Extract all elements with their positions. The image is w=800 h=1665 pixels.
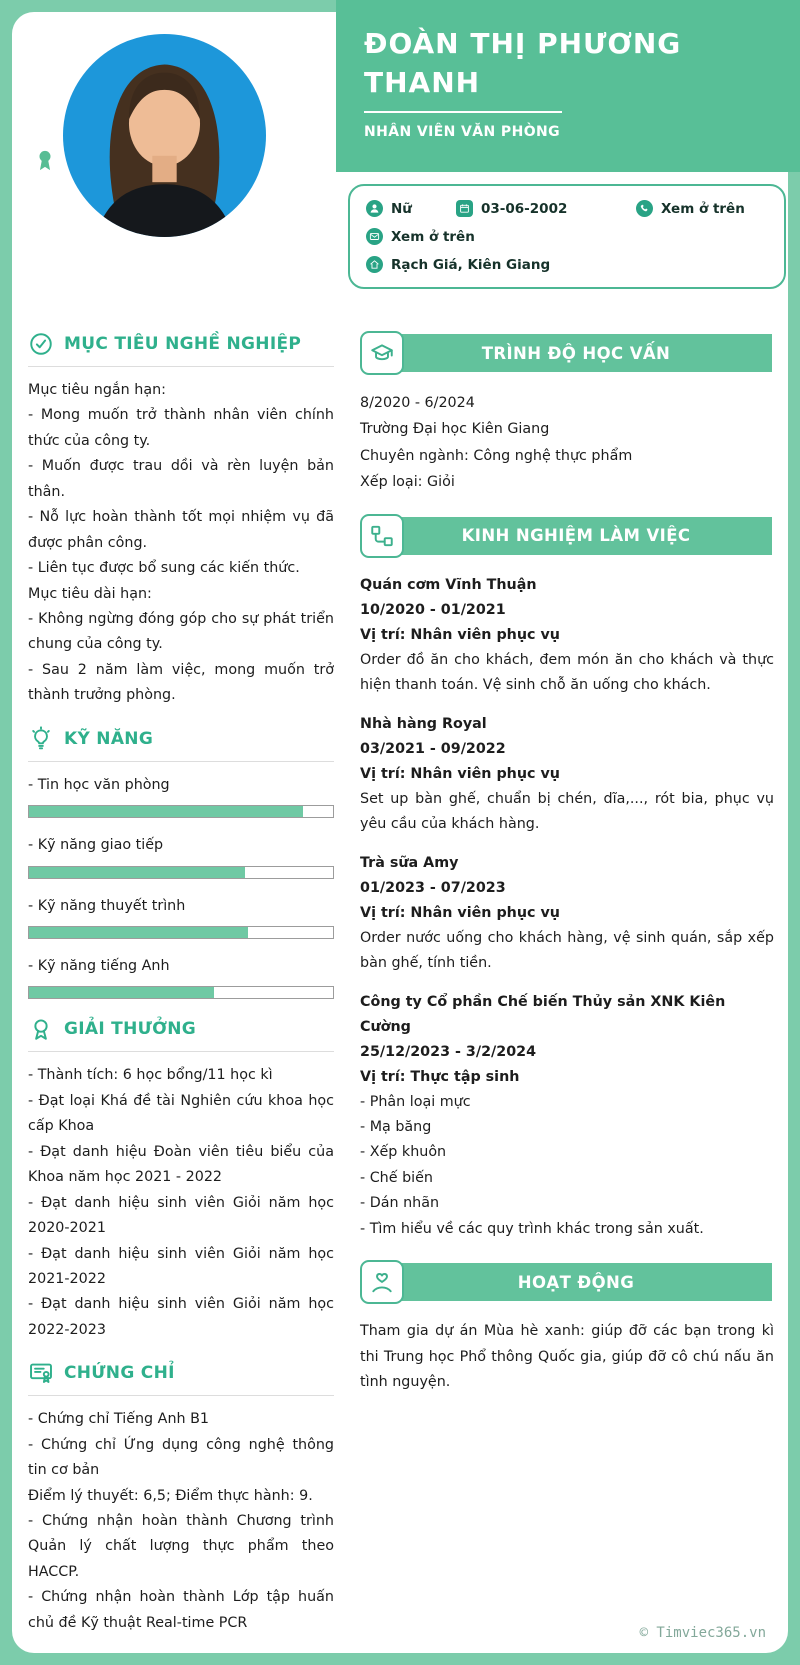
contact-row [366,256,768,273]
section-title-bar [380,1263,772,1301]
activities-text: Tham gia dự án Mùa hè xanh: giúp đỡ các bạn trong kì thi Trung học Phổ thông Quốc gia, giúp đỡ cô chú nấu ăn tình nguyện. [360,1323,774,1391]
left-column [28,331,334,1653]
contact-address [366,256,550,273]
section-title-bar [380,334,772,372]
section-title: TRÌNH ĐỘ HỌC VẤN [481,343,671,363]
contact-email-label: Xem ở trên [391,228,475,245]
job-period: 01/2023 - 07/2023 [360,879,506,896]
objective-line: - Liên tục được bổ sung các kiến thức. [28,560,300,577]
job-company: Trà sữa Amy [360,854,459,871]
certificate-line: - Chứng chỉ Tiếng Anh B1 [28,1411,210,1428]
objective-line: - Sau 2 năm làm việc, mong muốn trở thành trưởng phòng. [28,661,334,704]
phone-icon [636,200,653,217]
home-icon [366,256,383,273]
job-entry [360,573,774,699]
certificate-line: - Chứng nhận hoàn thành Chương trình Quản lý chất lượng thực phẩm theo HACCP. [28,1513,334,1580]
workflow-icon [360,514,404,558]
award-line: - Đạt loại Khá đề tài Nghiên cứu khoa học cấp Khoa [28,1092,334,1135]
skill-label: - Kỹ năng thuyết trình [28,897,186,914]
job-company: Nhà hàng Royal [360,715,487,732]
job-description: Order nước uống cho khách hàng, vệ sinh quán, sắp xếp bàn ghế, tính tiền. [360,929,774,972]
section-education [360,331,774,496]
award-line: - Thành tích: 6 học bổng/11 học kì [28,1067,273,1084]
medal-icon [28,1016,54,1042]
contact-phone [636,200,745,217]
job-company: Quán cơm Vĩnh Thuận [360,576,537,593]
section-experience [360,514,774,1242]
job-description-line: - Mạ băng [360,1119,432,1136]
candidate-title: NHÂN VIÊN VĂN PHÒNG [364,124,561,141]
candidate-name: ĐOÀN THỊ PHƯƠNG THANH [364,27,682,99]
job-position: Vị trí: Nhân viên phục vụ [360,626,560,643]
email-icon [366,228,383,245]
job-period: 03/2021 - 09/2022 [360,740,506,757]
calendar-icon [456,200,473,217]
section-header [28,726,334,762]
skill-bar-fill [29,987,214,998]
contact-dob-label: 03-06-2002 [481,200,568,217]
objective-line: Mục tiêu ngắn hạn: [28,382,166,398]
contact-card [348,184,786,289]
watermark: © Timviec365.vn [639,1625,766,1641]
lightbulb-icon [28,726,54,752]
skill-item [28,833,334,878]
skill-label: - Kỹ năng giao tiếp [28,837,164,854]
job-period: 10/2020 - 01/2021 [360,601,506,618]
section-title: CHỨNG CHỈ [64,1363,175,1384]
skill-label: - Tin học văn phòng [28,776,170,793]
right-column [360,331,774,1653]
job-entry [360,712,774,838]
skill-bar [28,926,334,939]
job-company: Công ty Cổ phần Chế biến Thủy sản XNK Kiên Cường [360,993,726,1035]
contact-row [366,200,768,217]
job-position: Vị trí: Nhân viên phục vụ [360,765,560,782]
main-content [28,331,774,1653]
job-position: Vị trí: Nhân viên phục vụ [360,904,560,921]
section-title: MỤC TIÊU NGHỀ NGHIỆP [64,334,302,354]
skill-bar [28,986,334,999]
section-title: KỸ NĂNG [64,728,154,749]
section-header [360,514,774,558]
contact-row [366,228,768,245]
contact-gender-label: Nữ [391,200,412,217]
contact-phone-label: Xem ở trên [661,200,745,217]
contact-address-label: Rạch Giá, Kiên Giang [391,256,551,273]
section-activities [360,1260,774,1395]
education-line: Xếp loại: Giỏi [360,474,455,491]
section-header [360,331,774,375]
photo-silhouette [63,34,266,237]
skill-bar-fill [29,867,245,878]
job-description: Set up bàn ghế, chuẩn bị chén, dĩa,..., rót bia, phục vụ yêu cầu của khách hàng. [360,790,774,833]
section-title: GIẢI THƯỞNG [64,1019,197,1040]
skill-bar [28,805,334,818]
job-description-line: - Chế biến [360,1169,433,1186]
title-divider [364,111,562,113]
skill-bar [28,866,334,879]
section-objective [28,331,334,709]
section-certificates [28,1360,334,1636]
skill-item [28,894,334,939]
person-icon [366,200,383,217]
education-line: Chuyên ngành: Công nghệ thực phẩm [360,447,633,464]
certificate-line: - Chứng chỉ Ứng dụng công nghệ thông tin cơ bản [28,1436,334,1479]
section-header [28,331,334,367]
certificate-line: Điểm lý thuyết: 6,5; Điểm thực hành: 9. [28,1487,313,1504]
job-description: Order đồ ăn cho khách, đem món ăn cho khách và thực hiện thanh toán. Vệ sinh chỗ ăn uống cho khách. [360,651,774,694]
objective-line: - Không ngừng đóng góp cho sự phát triển chung của công ty. [28,610,334,653]
objective-line: - Mong muốn trở thành nhân viên chính thức của công ty. [28,407,334,449]
award-line: - Đạt danh hiệu sinh viên Giỏi năm học 2021-2022 [28,1245,334,1287]
award-line: - Đạt danh hiệu sinh viên Giỏi năm học 2020-2021 [28,1194,334,1237]
education-line: Trường Đại học Kiên Giang [360,421,550,438]
contact-gender [366,200,442,217]
job-description-line: - Phân loại mực [360,1093,471,1110]
section-title: KINH NGHIỆM LÀM VIỆC [461,526,691,546]
job-period: 25/12/2023 - 3/2/2024 [360,1043,537,1060]
award-line: - Đạt danh hiệu Đoàn viên tiêu biểu của Khoa năm học 2021 - 2022 [28,1143,334,1186]
skill-item [28,954,334,999]
job-entry [360,851,774,977]
skill-bar-fill [29,806,303,817]
education-line: 8/2020 - 6/2024 [360,395,475,411]
graduation-cap-icon [360,331,404,375]
job-description-line: - Tìm hiểu về các quy trình khác trong sản xuất. [360,1220,704,1237]
award-line: - Đạt danh hiệu sinh viên Giỏi năm học 2022-2023 [28,1296,334,1338]
section-skills [28,726,334,1000]
certificate-icon [28,1360,54,1386]
objective-line: Mục tiêu dài hạn: [28,585,152,602]
target-icon [28,331,54,357]
profile-photo [63,34,266,237]
section-header [28,1016,334,1052]
contact-email [366,228,475,245]
objective-line: - Muốn được trau dồi và rèn luyện bản thân. [28,458,334,500]
section-awards [28,1016,334,1343]
job-description-line: - Xếp khuôn [360,1144,447,1161]
objective-line: - Nỗ lực hoàn thành tốt mọi nhiệm vụ đã được phân công. [28,509,334,551]
volunteer-icon [360,1260,404,1304]
certificate-line: - Chứng nhận hoàn thành Lớp tập huấn chủ đề Kỹ thuật Real-time PCR [28,1589,334,1631]
contact-dob [456,200,622,217]
ribbon-icon [34,148,56,176]
skill-item [28,773,334,818]
section-header [360,1260,774,1304]
education-details [360,390,774,496]
section-title-bar [380,517,772,555]
skill-bar-fill [29,927,248,938]
skill-label: - Kỹ năng tiếng Anh [28,958,170,974]
section-title: HOẠT ĐỘNG [517,1272,635,1292]
job-description-line: - Dán nhãn [360,1195,440,1212]
job-entry [360,990,774,1243]
section-header [28,1360,334,1396]
job-position: Vị trí: Thực tập sinh [360,1068,520,1085]
header [336,0,800,172]
